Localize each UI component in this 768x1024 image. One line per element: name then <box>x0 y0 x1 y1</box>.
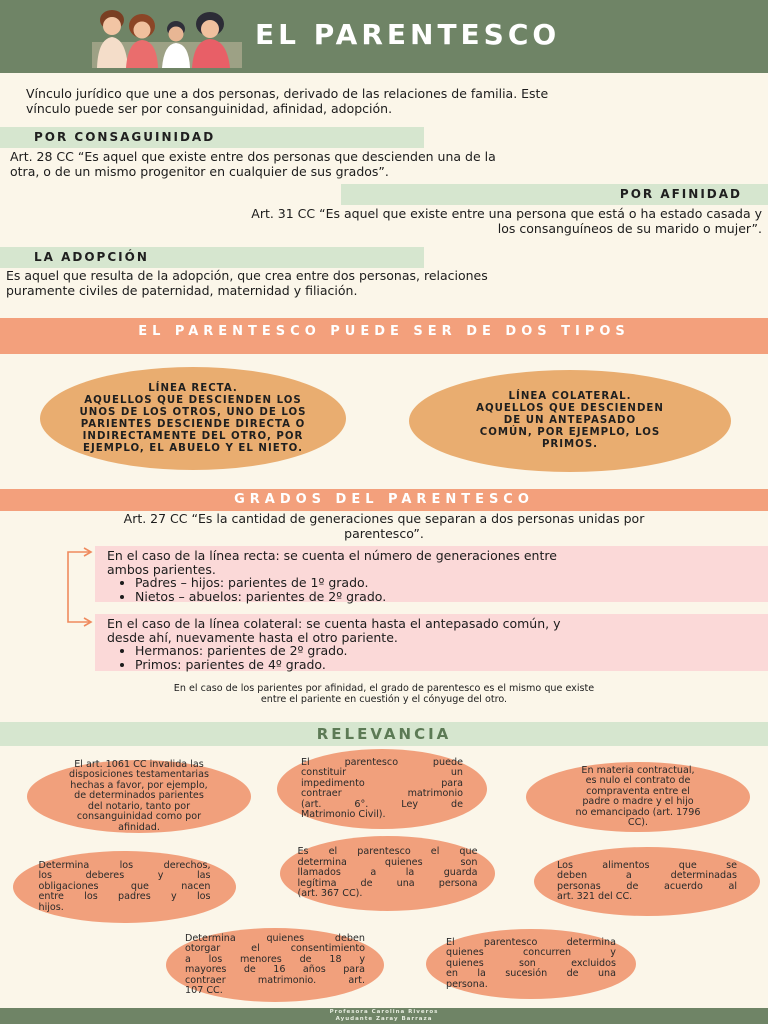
linea-recta-line: UNOS DE LOS OTROS, UNO DE LOS <box>79 406 307 418</box>
linea-recta-line: AQUELLOS QUE DESCIENDEN LOS <box>84 394 302 406</box>
oval-line: padre o madre y el hijo <box>582 796 694 807</box>
consanguinidad-text <box>10 149 760 179</box>
list-item: • Padres – hijos: parientes de 1º grado. <box>135 576 758 590</box>
afinidad-heading: POR AFINIDAD <box>619 187 742 201</box>
consanguinidad-heading: POR CONSAGUINIDAD <box>34 130 216 144</box>
consanguinidad-line: otra, o de un mismo progenitor en cualquier de sus grados”. <box>10 164 389 179</box>
oval-line: 107 CC. <box>185 985 223 996</box>
linea-recta-line: LÍNEA RECTA. <box>148 382 238 394</box>
footer-credits <box>0 1009 768 1023</box>
oval-line: del notario, tanto por <box>87 800 191 812</box>
afinidad-note <box>0 683 768 705</box>
relevancia-oval-7 <box>166 928 384 1002</box>
oval-line: Los alimentos que se <box>557 859 737 871</box>
linea-colateral-line: LÍNEA COLATERAL. <box>508 391 632 402</box>
relevancia-oval-8 <box>426 929 636 999</box>
linea-colateral-box <box>95 614 768 671</box>
oval-line: deben a determinadas <box>557 870 737 881</box>
oval-line: quienes son excluidos <box>446 957 616 969</box>
relevancia-oval-2 <box>277 749 487 829</box>
oval-line: Matrimonio Civil). <box>301 809 386 820</box>
linea-colateral-line: COMÚN, POR EJEMPLO, LOS <box>479 427 661 438</box>
linea-colateral-oval <box>409 370 731 472</box>
oval-line: legítima de una persona <box>297 877 478 889</box>
oval-line: disposiciones testamentarias <box>69 769 209 781</box>
linea-recta-line: INDIRECTAMENTE DEL OTRO, POR <box>82 430 304 442</box>
oval-line: es nulo el contrato de <box>585 775 691 786</box>
oval-line: El parentesco determina <box>446 936 616 948</box>
oval-line: otorgar el consentimiento <box>185 943 365 954</box>
linea-recta-box <box>95 546 768 602</box>
oval-line: Determina los derechos, <box>38 859 211 871</box>
oval-line: (art. 367 CC). <box>297 888 363 900</box>
relevancia-oval-5 <box>280 836 495 911</box>
grados-heading: GRADOS DEL PARENTESCO <box>234 492 534 507</box>
linea-recta-list <box>107 576 758 603</box>
linea-colateral-box-lead: En el caso de la línea colateral: se cuenta hasta el antepasado común, y <box>107 616 561 631</box>
linea-recta-box-lead: ambos parientes. <box>107 561 216 577</box>
relevancia-heading: RELEVANCIA <box>316 725 452 743</box>
grados-art-line: Art. 27 CC “Es la cantidad de generaciones que separan a dos personas unidas por <box>123 511 645 526</box>
page-title: EL PARENTESCO <box>255 18 561 51</box>
oval-line: afinidad. <box>118 821 160 833</box>
afinidad-line: Art. 31 CC “Es aquel que existe entre una persona que está o ha estado casada y <box>251 206 762 221</box>
linea-colateral-line: DE UN ANTEPASADO <box>503 415 637 426</box>
afinidad-note-line: En el caso de los parientes por afinidad, el grado de parentesco es el mismo que existe <box>173 683 595 694</box>
afinidad-note-line: entre el pariente en cuestión y el cónyuge del otro. <box>260 694 508 705</box>
relevancia-oval-4 <box>13 851 236 923</box>
tipos-heading: EL PARENTESCO PUEDE SER DE DOS TIPOS <box>138 324 630 339</box>
family-illustration-icon <box>92 6 242 68</box>
list-item: • Hermanos: parientes de 2º grado. <box>135 644 758 658</box>
oval-line: hijos. <box>38 901 64 913</box>
oval-line: contraer matrimonio <box>301 788 463 799</box>
intro-line: Vínculo jurídico que une a dos personas, derivado de las relaciones de familia. Este <box>26 86 549 101</box>
adopcion-heading: LA ADOPCIÓN <box>34 250 149 264</box>
footer-line: Ayudante Zaray Barraza <box>335 1016 433 1022</box>
oval-line: compraventa entre el <box>586 785 690 797</box>
oval-line: no emancipado (art. 1796 <box>575 806 701 818</box>
adopcion-line: puramente civiles de paternidad, maternidad y filiación. <box>6 283 358 298</box>
oval-line: persona. <box>446 978 488 990</box>
linea-recta-line: EJEMPLO, EL ABUELO Y EL NIETO. <box>83 442 303 454</box>
linea-recta-box-lead: En el caso de la línea recta: se cuenta el número de generaciones entre <box>107 548 557 563</box>
oval-line: hechas a favor, por ejemplo, <box>70 779 208 791</box>
afinidad-line: los consanguíneos de su marido o mujer”. <box>497 221 762 236</box>
grados-art-line: parentesco”. <box>344 526 424 541</box>
relevancia-oval-6 <box>534 847 760 916</box>
oval-line: quienes concurren y <box>446 947 616 959</box>
oval-line: El art. 1061 CC invalida las <box>74 758 204 770</box>
oval-line: en la sucesión de una <box>446 968 616 980</box>
intro-line: vínculo puede ser por consanguinidad, afinidad, adopción. <box>26 101 393 116</box>
grados-art-text <box>0 511 768 541</box>
oval-line: mayores de 16 años para <box>185 964 365 975</box>
oval-line: contraer matrimonio. art. <box>185 974 365 986</box>
oval-line: impedimento para <box>301 777 463 789</box>
consanguinidad-line: Art. 28 CC “Es aquel que existe entre dos personas que descienden una de la <box>10 149 496 164</box>
oval-line: determina quienes son <box>297 856 478 868</box>
afinidad-text <box>42 206 762 236</box>
bracket-arrow-icon <box>60 546 96 628</box>
list-item: • Primos: parientes de 4º grado. <box>135 658 758 672</box>
oval-line: entre los padres y los <box>38 891 211 903</box>
adopcion-text <box>6 268 746 298</box>
relevancia-oval-1 <box>27 760 251 833</box>
oval-line: los deberes y las <box>38 870 211 882</box>
linea-recta-line: PARIENTES DESCIENDE DIRECTA O <box>80 418 306 430</box>
oval-line: (art. 6°. Ley de <box>301 798 463 810</box>
oval-line: de determinados parientes <box>74 790 204 802</box>
oval-line: consanguinidad como por <box>76 811 202 823</box>
oval-line: Determina quienes deben <box>185 932 365 944</box>
linea-colateral-box-lead: desde ahí, nuevamente hasta el otro pariente. <box>107 629 398 645</box>
linea-colateral-list <box>107 644 758 671</box>
oval-line: obligaciones que nacen <box>38 880 211 892</box>
linea-recta-oval <box>40 367 346 470</box>
oval-line: Es el parentesco el que <box>297 846 478 858</box>
oval-line: llamados a la guarda <box>297 867 478 879</box>
oval-line: En materia contractual, <box>581 764 695 776</box>
list-item: • Nietos – abuelos: parientes de 2º grado. <box>135 590 758 604</box>
oval-line: CC). <box>627 817 649 828</box>
linea-colateral-line: AQUELLOS QUE DESCIENDEN <box>476 403 664 414</box>
footer-line: Profesora Carolina Riveros <box>329 1009 439 1015</box>
oval-line: constituir un <box>301 767 463 778</box>
relevancia-oval-3 <box>526 762 750 832</box>
oval-line: art. 321 del CC. <box>557 891 633 902</box>
oval-line: El parentesco puede <box>301 756 463 768</box>
linea-colateral-line: PRIMOS. <box>541 439 599 450</box>
intro-text <box>26 86 766 116</box>
oval-line: a los menores de 18 y <box>185 953 365 965</box>
adopcion-line: Es aquel que resulta de la adopción, que crea entre dos personas, relaciones <box>6 268 488 283</box>
oval-line: personas de acuerdo al <box>557 880 737 892</box>
